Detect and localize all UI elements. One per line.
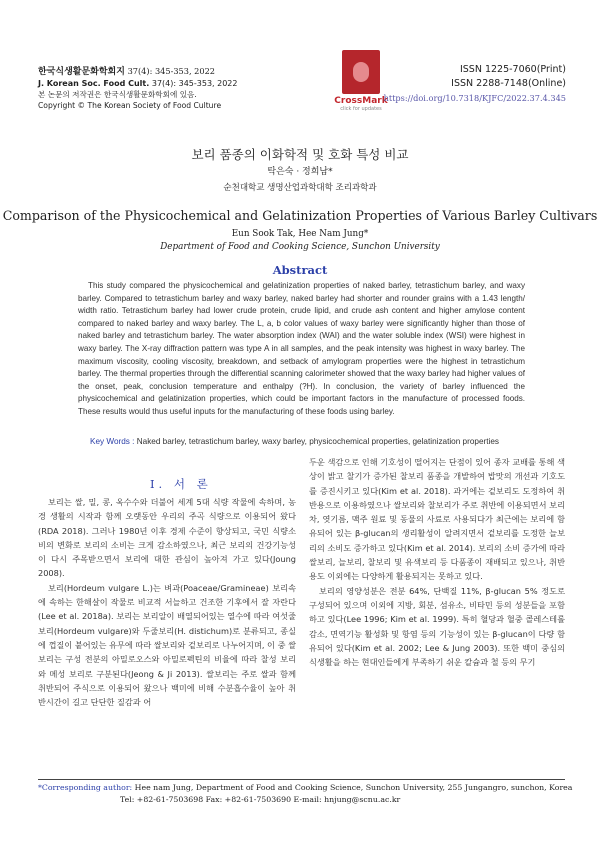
paragraph: 보리(Hordeum vulgare L.)는 벼과(Poaceae/Gramineae) 보리속에 속하는 한해살이 작물로 비교적 서늘하고 건조한 기후에서 잘 자란다(Lee et al. 2018a). 보리는 보리알이 배열되어있는 열수에 따라 여섯줄보리(Hordeum vulgare)와 두줄보리(H. distichum)로 분류되고, 종실에 껍질이 붙어있는 유무에 따라 쌀보리와 겉보리로 나누어지며, 이 중 쌀보리는 구성 전분의 아밀로오스와 아밀로펙틴의 비율에 따라 찰성 보리와 메성 보리로 구분된다(Jeong & Ji 2013). 쌀보리는 주로 쌀과 함께 취반되어 주식으로 이용되어 왔으나 백미에 비해 수분흡수율이 높아 취반시간이 길고 단단한 질감과 어 [38, 582, 296, 708]
issn-block [384, 63, 566, 105]
paragraph: 보리는 쌀, 밀, 콩, 옥수수와 더불어 세계 5대 식량 작물에 속하며, 농경 생활의 시작과 함께 오랫동안 우리의 주곡 식량으로 이용되어 왔다(RDA 2018). 그러나 1980년 이후 경제 수준이 향상되고, 국민 식량소비의 변화로 보리의 소비는 크게 감소하였으나, 최근 보리의 건강기능성이 다시 주목받으면서 보리에 대한 관심이 높아져 가고 있다(Joung 2008). [38, 497, 296, 579]
journal-volume: 37(4): 345-353, 2022 [127, 66, 216, 76]
body-column-right [309, 455, 565, 669]
keywords-label: Key Words : [90, 437, 135, 446]
journal-header [38, 66, 237, 111]
issn-print: ISSN 1225-7060(Print) [459, 64, 566, 75]
abstract-body: This study compared the physicochemical and gelatinization properties of naked barley, tetrastichum barley, and waxy barley. Compared to tetrastichum barley and waxy barley, naked barley had shorter and rounder grains with a 1.43 length/ width ratio. Tetrastichum barley had lower crude protein, crude lipid, and crude ash content and higher amylose content compared to naked barley and waxy barley. The L, a, b color values of waxy barley were significantly higher than those of naked barley and tetrastichum barley. The water absorption index (WAI) and the water soluble index (WSI) were highest in waxy barley. The X-ray diffraction pattern was type A in all samples, and the peak intensity was highest in waxy barley. The maximum viscosity, cooling viscosity, breakdown, and setback of amylogram properties were the highest in tetrastichum barley. The thermal properties through the differential scanning calorimeter showed that the waxy barley had higher values of the onset, peak, conclusion temperature and enthalpy (?H). In conclusion, the variety of barley influenced the physicochemical and gelatinization properties, which could be important factors in the manufacture of processed foods. These results would thus useful inputs for the manufacturing of these foods using barley. [78, 281, 525, 416]
paragraph: 보리의 영양성분은 전분 64%, 단백질 11%, β-glucan 5% 정도로 구성되어 있으며 이외에 지방, 회분, 섬유소, 비타민 등의 성분들을 포함하고 있다(Lee 1996; Kim et al. 1999). 특히 혈당과 혈중 콜레스테롤 감소, 면역기능 활성화 및 항염 등의 기능성이 있는 β-glucan이 다량 함유되어 있다(Kim et al. 2002; Lee & Jung 2003). 또한 백미 중심의 식생활을 하는 현대인들에게 부족하기 쉬운 칼슘과 철 등의 무기 [309, 585, 565, 668]
copyright-en: Copyright © The Korean Society of Food Culture [38, 101, 222, 110]
authors-english: Eun Sook Tak, Hee Nam Jung* [231, 229, 369, 239]
issn-online: ISSN 2288-7148(Online) [451, 78, 566, 89]
footnote-label: *Corresponding author: [38, 783, 133, 792]
crossmark-label: CrossMark [334, 96, 388, 106]
section-heading-introduction: Ⅰ. 서 론 [150, 477, 212, 491]
keywords-text: Naked barley, tetrastichum barley, waxy barley, physicochemical properties, gelatinization properties [136, 437, 499, 446]
crossmark-icon [342, 50, 380, 94]
copyright-kr: 본 논문의 저작권은 한국식생활문화학회에 있음. [38, 90, 197, 99]
authors-korean: 탁은숙 · 정희남* [267, 167, 333, 177]
doi-link[interactable]: https://doi.org/10.7318/KJFC/2022.37.4.345 [383, 93, 566, 103]
journal-name-en: J. Korean Soc. Food Cult. [38, 79, 150, 88]
abstract-heading: Abstract [272, 263, 328, 277]
footnote-divider [38, 779, 565, 780]
paragraph: 두운 색감으로 인해 기호성이 떨어지는 단점이 있어 종자 교배를 통해 색상이 밝고 찰기가 증가된 찰보리 품종을 개발하여 밥맛의 개선과 기호도를 증진시키고 있다(Kim et al. 2018). 과거에는 겉보리도 도정하여 취반용으로 이용하였으나 쌀보리와 찰보리가 주로 취반에 이용되면서 보리차, 엿기름, 맥주 원료 및 동물의 사료로 사용되다가 최근에는 보리에 함유되어 있는 β-glucan의 생리활성이 알려지면서 겉보리를 도정한 늘보리의 소비도 증가하고 있다(Kim et al. 2014). 보리의 소비 증가에 따라 쌀보리, 늘보리, 찰보리 및 유색보리 등 다품종이 재배되고 있으나, 취반용도 이외에는 다양하게 활용되지는 못하고 있다. [309, 457, 565, 582]
journal-volume-en: 37(4): 345-353, 2022 [151, 79, 238, 88]
title-korean: 보리 품종의 이화학적 및 호화 특성 비교 [191, 147, 409, 162]
title-english: Comparison of the Physicochemical and Gelatinization Properties of Various Barley Cultivars [2, 208, 598, 223]
affiliation-english: Department of Food and Cooking Science, Sunchon University [160, 242, 440, 252]
body-column-left [38, 495, 296, 709]
footnote [38, 782, 572, 805]
footnote-line2: Tel: +82-61-7503698 Fax: +82-61-7503690 E-mail: hnjung@scnu.ac.kr [120, 794, 401, 804]
footnote-line1: Hee nam Jung, Department of Food and Cooking Science, Sunchon University, 255 Jungangro, sunchon, Korea [134, 783, 573, 792]
affiliation-korean: 순천대학교 생명산업과학대학 조리과학과 [223, 183, 377, 193]
keywords [78, 437, 525, 446]
journal-name: 한국식생활문화학회지 [38, 67, 125, 77]
crossmark-sub: click for updates [340, 106, 382, 112]
